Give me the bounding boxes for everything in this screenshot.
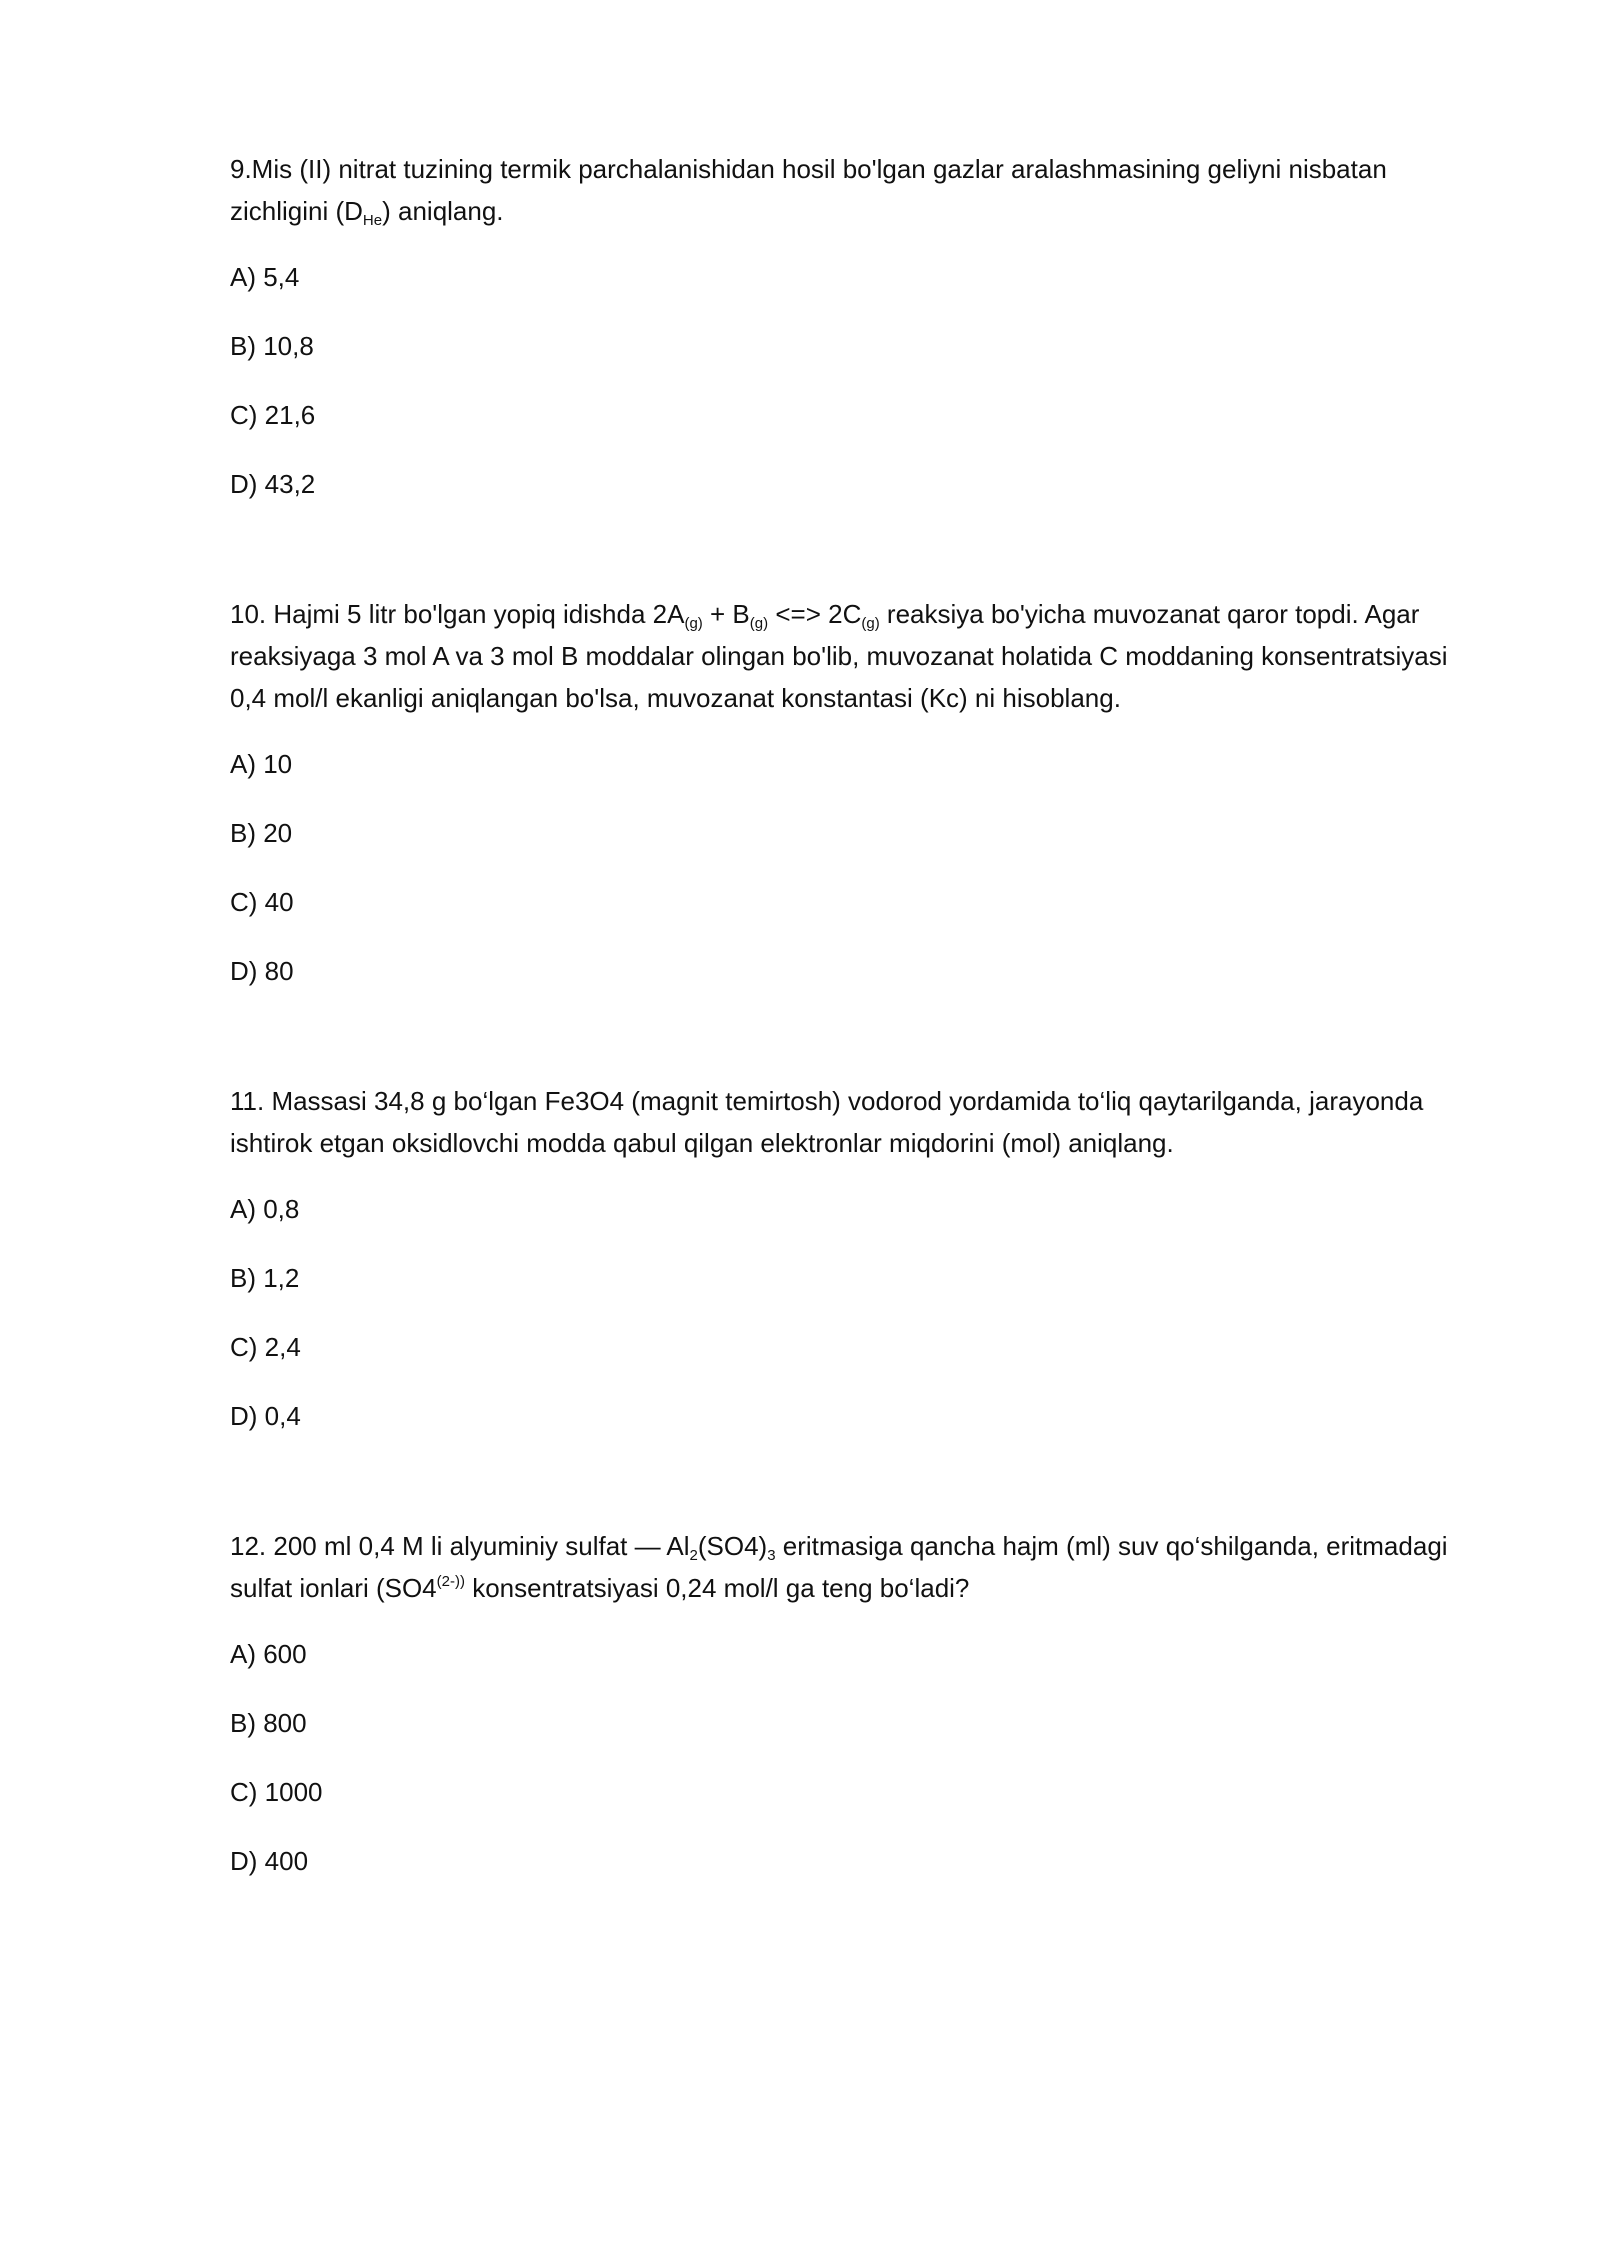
subscript: (g) — [684, 615, 703, 632]
answer-option: B) 20 — [230, 818, 293, 848]
superscript: (2-)) — [436, 1573, 465, 1590]
subscript: 2 — [689, 1547, 698, 1564]
text-run: 12. 200 ml 0,4 M li alyuminiy sulfat — Al — [230, 1531, 690, 1561]
question-10 — [230, 593, 1490, 992]
text-run: 9.Mis (II) nitrat tuzining termik parchalanishidan hosil bo'lgan gazlar aralashmasining geliyni nisbatan zichligini (D — [230, 154, 1387, 226]
text-run: 10. Hajmi 5 litr bo'lgan yopiq idishda 2A — [230, 599, 685, 629]
answer-option: C) 2,4 — [230, 1332, 301, 1362]
question-11 — [230, 1080, 1490, 1437]
question-list — [230, 148, 1490, 1970]
question-text — [230, 148, 1490, 232]
text-run: <=> 2C — [768, 599, 862, 629]
subscript: (g) — [749, 615, 769, 632]
answer-option: C) 21,6 — [230, 400, 316, 430]
text-run: eritmasiga qancha hajm (ml) suv qo‘shilganda, eritmadagi sulfat ionlari (SO4 — [230, 1531, 1448, 1603]
text-run: + B — [702, 599, 750, 629]
text-run: (SO4) — [697, 1531, 768, 1561]
text-run: konsentratsiyasi 0,24 mol/l ga teng bo‘ladi? — [464, 1573, 970, 1603]
answer-option: D) 80 — [230, 956, 294, 986]
question-12 — [230, 1525, 1490, 1882]
answer-option: A) 10 — [230, 749, 293, 779]
answer-option: A) 600 — [230, 1639, 307, 1669]
answer-option: C) 1000 — [230, 1777, 323, 1807]
question-text — [230, 1525, 1490, 1609]
answer-option: B) 800 — [230, 1708, 307, 1738]
answer-option: C) 40 — [230, 887, 294, 917]
answer-option: B) 10,8 — [230, 331, 314, 361]
answer-option: D) 43,2 — [230, 469, 316, 499]
answer-option: B) 1,2 — [230, 1263, 300, 1293]
subscript: 3 — [767, 1547, 776, 1564]
text-run: reaksiya bo'yicha muvozanat qaror topdi. Agar reaksiyaga 3 mol A va 3 mol B moddalar olingan bo'lib, muvozanat holatida C moddaning konsentratsiyasi 0,4 mol/l ekanligi aniqlangan bo'lsa, muvozanat konstantasi (Kc) ni hisoblang. — [230, 599, 1448, 713]
answer-option: D) 0,4 — [230, 1401, 301, 1431]
answer-option: D) 400 — [230, 1846, 309, 1876]
subscript: (g) — [861, 615, 880, 632]
answer-option: A) 5,4 — [230, 262, 300, 292]
answer-option: A) 0,8 — [230, 1194, 300, 1224]
question-9 — [230, 148, 1490, 505]
text-run: ) aniqlang. — [382, 196, 504, 226]
question-text — [230, 1080, 1490, 1164]
subscript: He — [362, 212, 383, 229]
text-run: 11. Massasi 34,8 g bo‘lgan Fe3O4 (magnit temirtosh) vodorod yordamida to‘liq qaytarilganda, jarayonda ishtirok etgan oksidlovchi modda qabul qilgan elektronlar miqdorini (mol) aniqlang. — [230, 1086, 1424, 1158]
question-text — [230, 593, 1490, 719]
